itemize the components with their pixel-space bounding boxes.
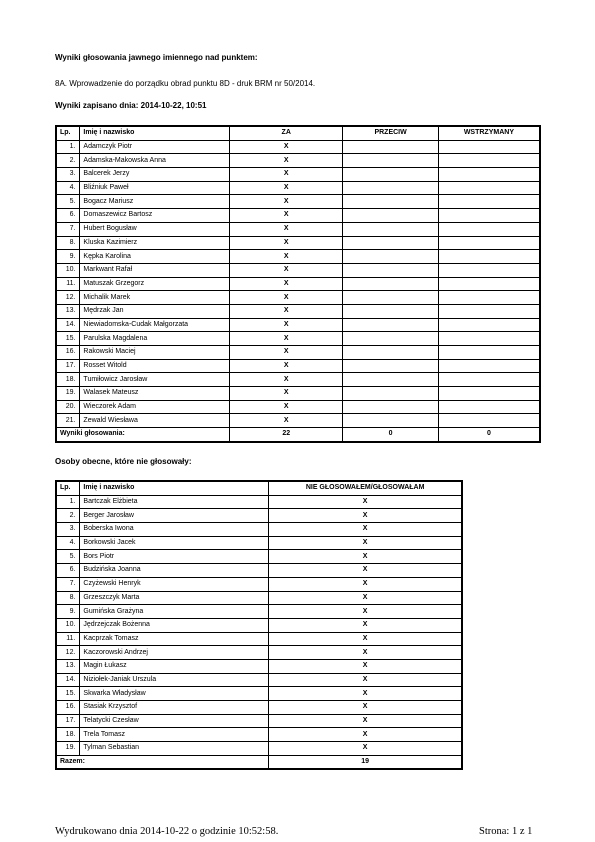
member-name: Mędrzak Jan	[80, 304, 230, 318]
row-number: 2.	[56, 509, 80, 523]
vote-wstrzymany	[438, 387, 540, 401]
vote-za: X	[230, 291, 343, 305]
vote-wstrzymany	[438, 222, 540, 236]
vote-wstrzymany	[438, 263, 540, 277]
row-number: 12.	[56, 291, 80, 305]
vote-przeciw	[343, 291, 439, 305]
vote-przeciw	[343, 181, 439, 195]
member-name: Michalik Marek	[80, 291, 230, 305]
not-voted-mark: X	[269, 618, 462, 632]
table-row	[56, 728, 462, 742]
member-name: Adamska-Makowska Anna	[80, 154, 230, 168]
vote-za: X	[230, 263, 343, 277]
table-row	[56, 168, 540, 182]
table-row	[56, 373, 540, 387]
vote-wstrzymany	[438, 250, 540, 264]
member-name: Gumińska Grażyna	[80, 605, 269, 619]
absent-table	[55, 480, 463, 770]
document-title: Wyniki głosowania jawnego imiennego nad punktem:	[55, 53, 258, 62]
row-number: 10.	[56, 263, 80, 277]
member-name: Domaszewicz Bartosz	[80, 209, 230, 223]
member-name: Berger Jarosław	[80, 509, 269, 523]
vote-przeciw	[343, 209, 439, 223]
vote-za: X	[230, 414, 343, 428]
table-row	[56, 318, 540, 332]
not-voted-mark: X	[269, 591, 462, 605]
vote-za: X	[230, 236, 343, 250]
member-name: Tumiłowicz Jarosław	[80, 373, 230, 387]
row-number: 13.	[56, 659, 80, 673]
member-name: Telatycki Czesław	[80, 714, 269, 728]
member-name: Jędrzejczak Bożenna	[80, 618, 269, 632]
table-row	[56, 236, 540, 250]
row-number: 7.	[56, 577, 80, 591]
vote-przeciw	[343, 346, 439, 360]
vote-wstrzymany	[438, 195, 540, 209]
recorded-timestamp: Wyniki zapisano dnia: 2014-10-22, 10:51	[55, 101, 207, 110]
table-row	[56, 140, 540, 154]
vote-wstrzymany	[438, 236, 540, 250]
row-number: 2.	[56, 154, 80, 168]
vote-wstrzymany	[438, 414, 540, 428]
vote-za: X	[230, 181, 343, 195]
not-voted-mark: X	[269, 605, 462, 619]
table-row	[56, 277, 540, 291]
vote-wstrzymany	[438, 209, 540, 223]
member-name: Skwarka Władysław	[80, 687, 269, 701]
summary-label: Wyniki głosowania:	[56, 428, 230, 442]
col-name: Imię i nazwisko	[80, 481, 269, 495]
vote-wstrzymany	[438, 277, 540, 291]
vote-przeciw	[343, 195, 439, 209]
vote-wstrzymany	[438, 373, 540, 387]
not-voted-mark: X	[269, 742, 462, 756]
member-name: Zewald Wiesława	[80, 414, 230, 428]
vote-przeciw	[343, 414, 439, 428]
row-number: 17.	[56, 359, 80, 373]
row-number: 13.	[56, 304, 80, 318]
vote-przeciw	[343, 373, 439, 387]
absent-summary-row	[56, 755, 462, 769]
votes-summary-row	[56, 428, 540, 442]
table-row	[56, 304, 540, 318]
summary-wstrzymany: 0	[438, 428, 540, 442]
member-name: Trela Tomasz	[80, 728, 269, 742]
vote-za: X	[230, 373, 343, 387]
row-number: 11.	[56, 277, 80, 291]
row-number: 16.	[56, 701, 80, 715]
not-voted-mark: X	[269, 577, 462, 591]
table-row	[56, 263, 540, 277]
vote-za: X	[230, 222, 343, 236]
not-voted-mark: X	[269, 632, 462, 646]
row-number: 1.	[56, 140, 80, 154]
member-name: Wieczorek Adam	[80, 400, 230, 414]
vote-przeciw	[343, 263, 439, 277]
member-name: Matuszak Grzegorz	[80, 277, 230, 291]
row-number: 7.	[56, 222, 80, 236]
row-number: 15.	[56, 332, 80, 346]
table-row	[56, 195, 540, 209]
table-row	[56, 618, 462, 632]
table-row	[56, 291, 540, 305]
vote-przeciw	[343, 318, 439, 332]
member-name: Kaczorowski Andrzej	[80, 646, 269, 660]
vote-przeciw	[343, 304, 439, 318]
member-name: Hubert Bogusław	[80, 222, 230, 236]
member-name: Kacprzak Tomasz	[80, 632, 269, 646]
row-number: 3.	[56, 168, 80, 182]
vote-za: X	[230, 346, 343, 360]
col-za: ZA	[230, 126, 343, 140]
row-number: 16.	[56, 346, 80, 360]
vote-wstrzymany	[438, 304, 540, 318]
member-name: Czyżewski Henryk	[80, 577, 269, 591]
row-number: 19.	[56, 387, 80, 401]
summary-total: 19	[269, 755, 462, 769]
member-name: Parulska Magdalena	[80, 332, 230, 346]
member-name: Kluska Kazimierz	[80, 236, 230, 250]
vote-za: X	[230, 168, 343, 182]
row-number: 8.	[56, 236, 80, 250]
table-row	[56, 646, 462, 660]
member-name: Bartczak Elżbieta	[80, 495, 269, 509]
member-name: Rakowski Maciej	[80, 346, 230, 360]
votes-table	[55, 125, 541, 443]
table-row	[56, 509, 462, 523]
row-number: 5.	[56, 550, 80, 564]
votes-table-body	[56, 140, 540, 427]
table-row	[56, 154, 540, 168]
row-number: 10.	[56, 618, 80, 632]
row-number: 21.	[56, 414, 80, 428]
not-voted-mark: X	[269, 646, 462, 660]
vote-przeciw	[343, 154, 439, 168]
table-row	[56, 550, 462, 564]
row-number: 9.	[56, 250, 80, 264]
not-voted-mark: X	[269, 550, 462, 564]
vote-za: X	[230, 332, 343, 346]
vote-przeciw	[343, 332, 439, 346]
member-name: Boberska Iwona	[80, 523, 269, 537]
vote-przeciw	[343, 359, 439, 373]
vote-wstrzymany	[438, 168, 540, 182]
table-row	[56, 564, 462, 578]
vote-za: X	[230, 140, 343, 154]
table-row	[56, 687, 462, 701]
member-name: Bors Piotr	[80, 550, 269, 564]
table-row	[56, 523, 462, 537]
row-number: 19.	[56, 742, 80, 756]
col-not-voted: NIE GŁOSOWAŁEM/GŁOSOWAŁAM	[269, 481, 462, 495]
not-voted-mark: X	[269, 673, 462, 687]
row-number: 20.	[56, 400, 80, 414]
vote-za: X	[230, 359, 343, 373]
vote-za: X	[230, 387, 343, 401]
vote-przeciw	[343, 250, 439, 264]
vote-wstrzymany	[438, 291, 540, 305]
not-voted-mark: X	[269, 728, 462, 742]
not-voted-mark: X	[269, 701, 462, 715]
vote-przeciw	[343, 400, 439, 414]
row-number: 15.	[56, 687, 80, 701]
row-number: 9.	[56, 605, 80, 619]
col-przeciw: PRZECIW	[343, 126, 439, 140]
vote-przeciw	[343, 140, 439, 154]
member-name: Rosset Witold	[80, 359, 230, 373]
vote-za: X	[230, 195, 343, 209]
summary-label: Razem:	[56, 755, 269, 769]
not-voted-mark: X	[269, 495, 462, 509]
row-number: 5.	[56, 195, 80, 209]
row-number: 3.	[56, 523, 80, 537]
row-number: 11.	[56, 632, 80, 646]
row-number: 14.	[56, 673, 80, 687]
member-name: Budzińska Joanna	[80, 564, 269, 578]
absent-heading: Osoby obecne, które nie głosowały:	[55, 457, 192, 466]
not-voted-mark: X	[269, 564, 462, 578]
member-name: Tylman Sebastian	[80, 742, 269, 756]
table-row	[56, 605, 462, 619]
col-lp: Lp.	[56, 481, 80, 495]
table-row	[56, 332, 540, 346]
table-row	[56, 659, 462, 673]
table-row	[56, 536, 462, 550]
vote-wstrzymany	[438, 332, 540, 346]
absent-table-header	[56, 481, 462, 495]
table-row	[56, 577, 462, 591]
table-row	[56, 346, 540, 360]
summary-za: 22	[230, 428, 343, 442]
not-voted-mark: X	[269, 687, 462, 701]
row-number: 6.	[56, 209, 80, 223]
member-name: Bogacz Mariusz	[80, 195, 230, 209]
print-date: Wydrukowano dnia 2014-10-22 o godzinie 10:52:58.	[55, 826, 279, 837]
member-name: Magin Łukasz	[80, 659, 269, 673]
member-name: Grzeszczyk Marta	[80, 591, 269, 605]
vote-wstrzymany	[438, 346, 540, 360]
not-voted-mark: X	[269, 536, 462, 550]
table-row	[56, 742, 462, 756]
vote-za: X	[230, 154, 343, 168]
row-number: 8.	[56, 591, 80, 605]
votes-table-header	[56, 126, 540, 140]
vote-wstrzymany	[438, 318, 540, 332]
member-name: Niziołek-Janiak Urszula	[80, 673, 269, 687]
member-name: Borkowski Jacek	[80, 536, 269, 550]
col-wstrzymany: WSTRZYMANY	[438, 126, 540, 140]
vote-wstrzymany	[438, 181, 540, 195]
not-voted-mark: X	[269, 714, 462, 728]
table-row	[56, 714, 462, 728]
table-row	[56, 632, 462, 646]
table-row	[56, 400, 540, 414]
table-row	[56, 359, 540, 373]
row-number: 12.	[56, 646, 80, 660]
member-name: Kępka Karolina	[80, 250, 230, 264]
member-name: Balcerek Jerzy	[80, 168, 230, 182]
member-name: Niewiadomska-Cudak Małgorzata	[80, 318, 230, 332]
row-number: 4.	[56, 536, 80, 550]
row-number: 1.	[56, 495, 80, 509]
table-row	[56, 181, 540, 195]
table-row	[56, 250, 540, 264]
table-row	[56, 591, 462, 605]
row-number: 17.	[56, 714, 80, 728]
member-name: Walasek Mateusz	[80, 387, 230, 401]
table-row	[56, 222, 540, 236]
col-lp: Lp.	[56, 126, 80, 140]
not-voted-mark: X	[269, 523, 462, 537]
vote-przeciw	[343, 168, 439, 182]
vote-za: X	[230, 277, 343, 291]
row-number: 4.	[56, 181, 80, 195]
vote-za: X	[230, 304, 343, 318]
not-voted-mark: X	[269, 509, 462, 523]
vote-wstrzymany	[438, 400, 540, 414]
not-voted-mark: X	[269, 659, 462, 673]
table-row	[56, 701, 462, 715]
member-name: Markwant Rafał	[80, 263, 230, 277]
table-row	[56, 414, 540, 428]
table-row	[56, 673, 462, 687]
agenda-item: 8A. Wprowadzenie do porządku obrad punktu 8D - druk BRM nr 50/2014.	[55, 79, 316, 88]
vote-wstrzymany	[438, 359, 540, 373]
vote-za: X	[230, 250, 343, 264]
row-number: 14.	[56, 318, 80, 332]
row-number: 6.	[56, 564, 80, 578]
table-row	[56, 495, 462, 509]
vote-za: X	[230, 209, 343, 223]
row-number: 18.	[56, 728, 80, 742]
col-name: Imię i nazwisko	[80, 126, 230, 140]
vote-za: X	[230, 318, 343, 332]
page-number: Strona: 1 z 1	[479, 826, 533, 837]
vote-przeciw	[343, 236, 439, 250]
vote-przeciw	[343, 222, 439, 236]
summary-przeciw: 0	[343, 428, 439, 442]
absent-table-body	[56, 495, 462, 755]
member-name: Bliźniuk Paweł	[80, 181, 230, 195]
member-name: Stasiak Krzysztof	[80, 701, 269, 715]
table-row	[56, 387, 540, 401]
vote-za: X	[230, 400, 343, 414]
vote-wstrzymany	[438, 140, 540, 154]
table-row	[56, 209, 540, 223]
member-name: Adamczyk Piotr	[80, 140, 230, 154]
vote-przeciw	[343, 277, 439, 291]
vote-przeciw	[343, 387, 439, 401]
row-number: 18.	[56, 373, 80, 387]
vote-wstrzymany	[438, 154, 540, 168]
